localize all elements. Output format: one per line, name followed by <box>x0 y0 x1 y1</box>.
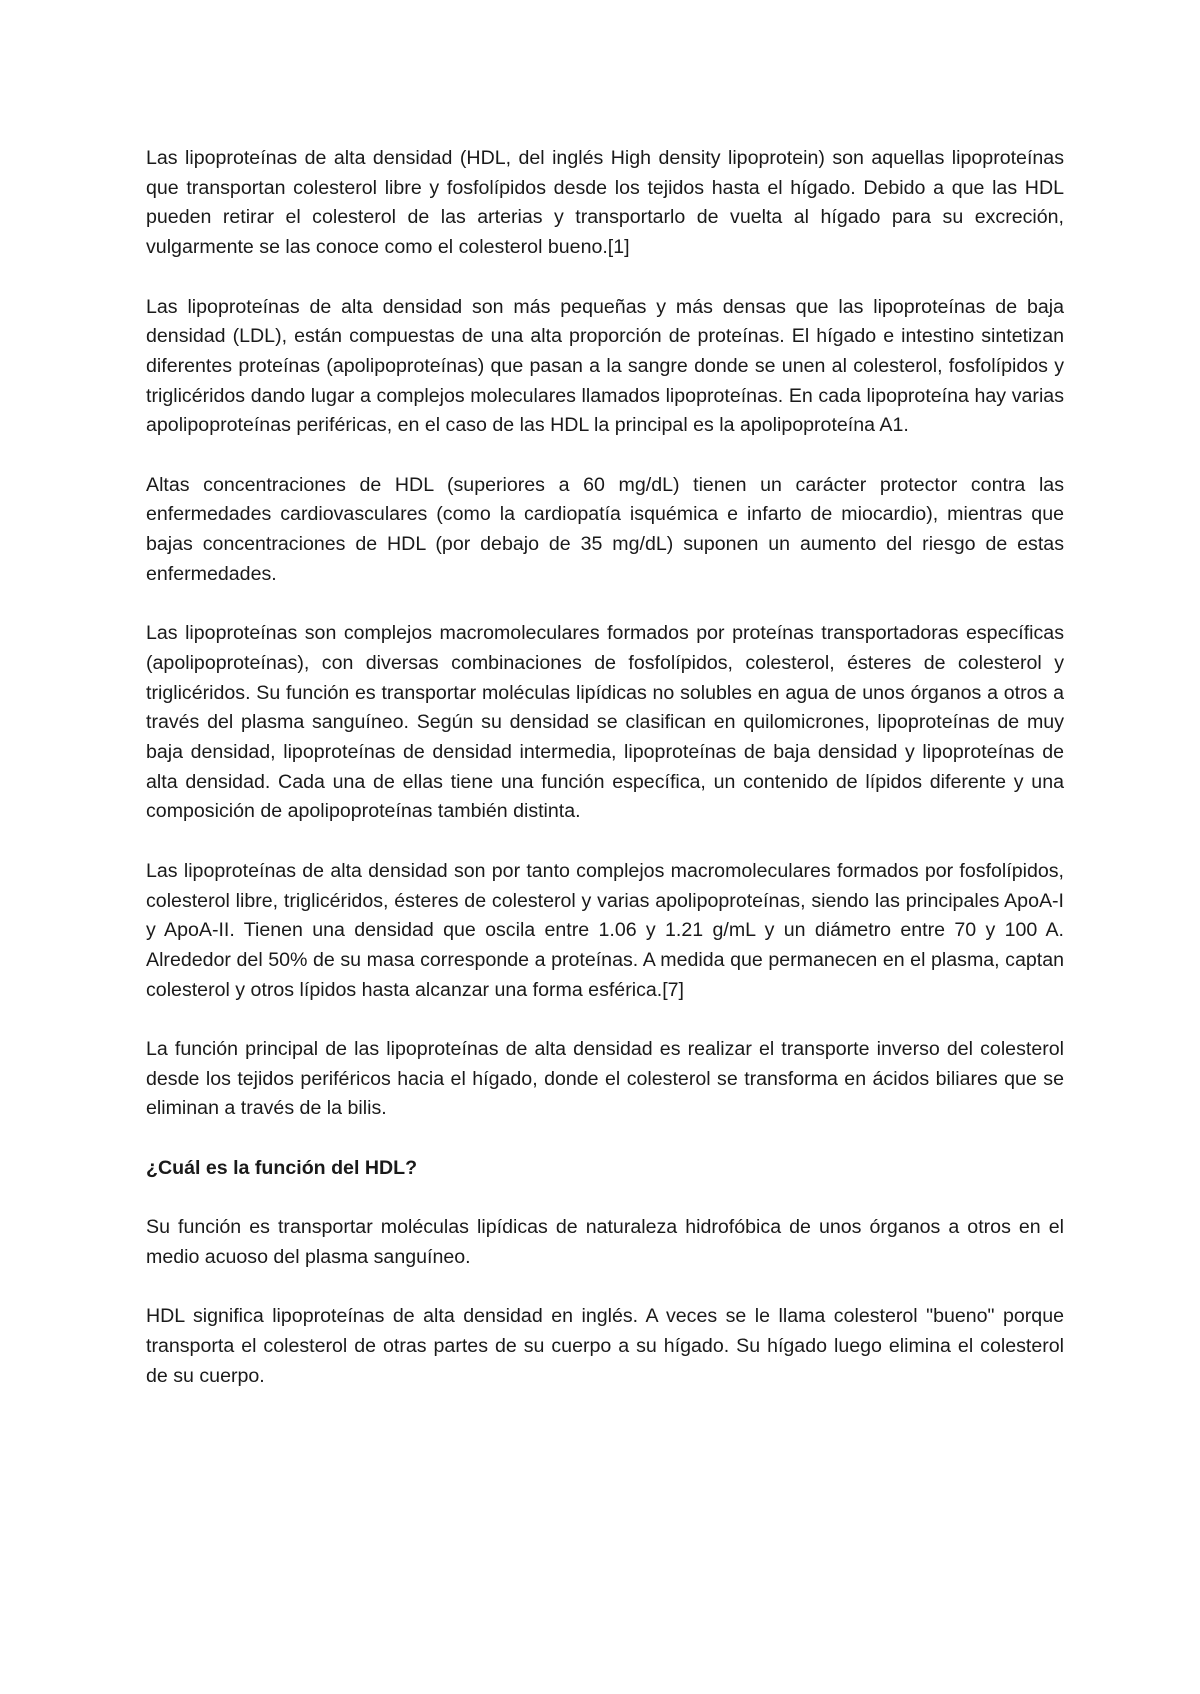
paragraph-answer-meaning: HDL significa lipoproteínas de alta densidad en inglés. A veces se le llama colesterol "bueno" porque transporta el colesterol de otras partes de su cuerpo a su hígado. Su hígado luego elimina el colesterol de su cuerpo. <box>146 1305 1064 1387</box>
paragraph-hdl-concentrations: Altas concentraciones de HDL (superiores a 60 mg/dL) tienen un carácter protector contra las enfermedades cardiovasculares (como la cardiopatía isquémica e infarto de miocardio), mientras que bajas concentraciones de HDL (por debajo de 35 mg/dL) suponen un aumento del riesgo de estas enfermedades. <box>146 473 1064 585</box>
paragraph-hdl-structure: Las lipoproteínas de alta densidad son por tanto complejos macromoleculares formados por fosfolípidos, colesterol libre, triglicéridos, ésteres de colesterol y varias apolipoproteínas, siendo las principales ApoA-I y ApoA-II. Tienen una densidad que oscila entre 1.06 y 1.21 g/mL y un diámetro entre 70 y 100 A. Alrededor del 50% de su masa corresponde a proteínas. A medida que permanecen en el plasma, captan colesterol y otros lípidos hasta alcanzar una forma esférica.[7] <box>146 859 1064 1001</box>
paragraph-lipoproteins: Las lipoproteínas son complejos macromoleculares formados por proteínas transportadoras específicas (apolipoproteínas), con diversas combinaciones de fosfolípidos, colesterol, ésteres de colesterol y triglicéridos. Su función es transportar moléculas lipídicas no solubles en agua de unos órganos a otros a través del plasma sanguíneo. Según su densidad se clasifican en quilomicrones, lipoproteínas de muy baja densidad, lipoproteínas de densidad intermedia, lipoproteínas de baja densidad y lipoproteínas de alta densidad. Cada una de ellas tiene una función específica, un contenido de lípidos diferente y una composición de apolipoproteínas también distinta. <box>146 622 1064 823</box>
paragraph-hdl-definition: Las lipoproteínas de alta densidad (HDL, del inglés High density lipoprotein) son aquellas lipoproteínas que transportan colesterol libre y fosfolípidos desde los tejidos hasta el hígado. Debido a que las HDL pueden retirar el colesterol de las arterias y transportarlo de vuelta al hígado para su excreción, vulgarmente se las conoce como el colesterol bueno.[1] <box>146 147 1064 259</box>
section-heading: ¿Cuál es la función del HDL? <box>146 1156 418 1179</box>
document-page <box>146 144 1064 1421</box>
paragraph-hdl-composition: Las lipoproteínas de alta densidad son más pequeñas y más densas que las lipoproteínas de baja densidad (LDL), están compuestas de una alta proporción de proteínas. El hígado e intestino sintetizan diferentes proteínas (apolipoproteínas) que pasan a la sangre donde se unen al colesterol, fosfolípidos y triglicéridos dando lugar a complejos moleculares llamados lipoproteínas. En cada lipoproteína hay varias apolipoproteínas periféricas, en el caso de las HDL la principal es la apolipoproteína A1. <box>146 295 1064 437</box>
paragraph-answer-function: Su función es transportar moléculas lipídicas de naturaleza hidrofóbica de unos órganos a otros en el medio acuoso del plasma sanguíneo. <box>146 1216 1064 1268</box>
paragraph-hdl-function: La función principal de las lipoproteínas de alta densidad es realizar el transporte inverso del colesterol desde los tejidos periféricos hacia el hígado, donde el colesterol se transforma en ácidos biliares que se eliminan a través de la bilis. <box>146 1038 1064 1120</box>
